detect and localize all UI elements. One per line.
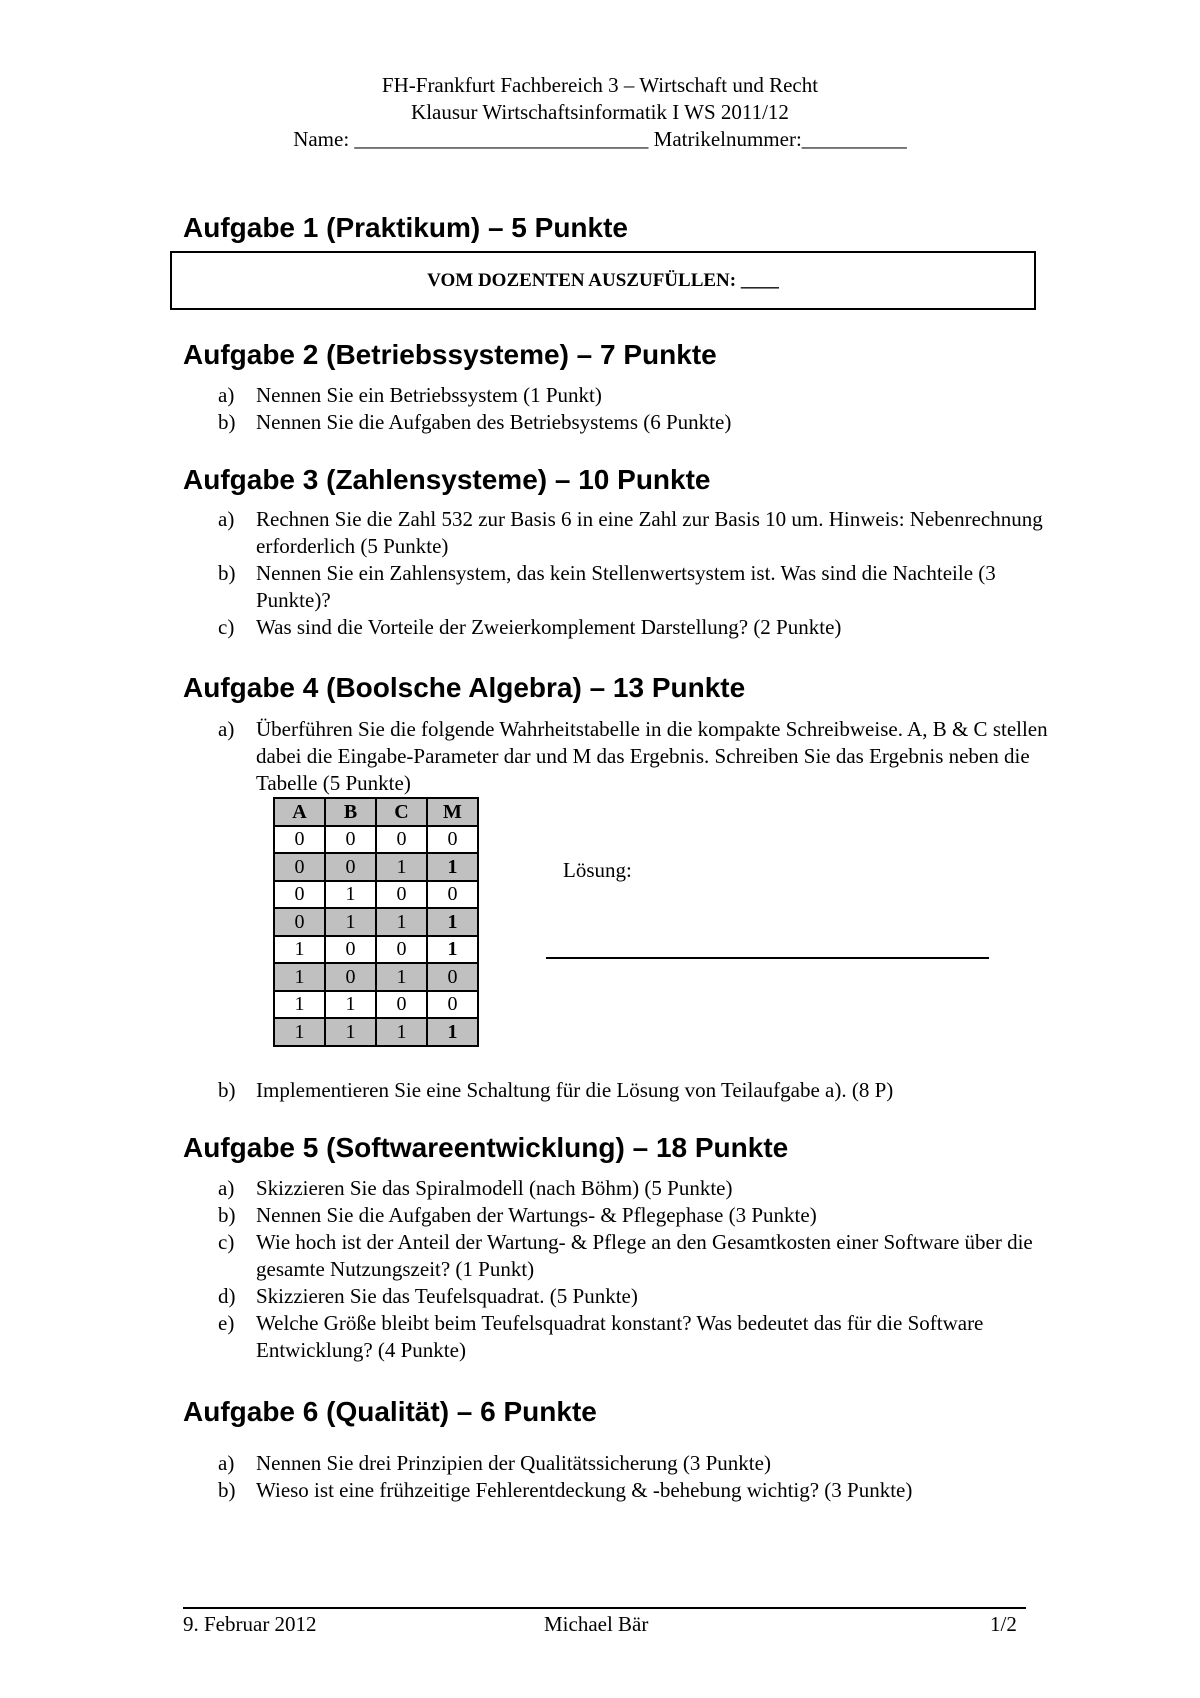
- list-item: a) Skizzieren Sie das Spiralmodell (nach Böhm) (5 Punkte): [218, 1176, 733, 1200]
- aufgabe-5-list: [218, 1175, 1048, 1364]
- aufgabe-4-title: Aufgabe 4 (Boolsche Algebra) – 13 Punkte: [183, 672, 746, 703]
- aufgabe-3-list: [218, 506, 1048, 641]
- table-row: 1 1 1 1: [274, 1018, 478, 1046]
- list-item: e) Welche Größe bleibt beim Teufelsquadrat konstant? Was bedeutet das für die Software Entwicklung? (4 Punkte): [218, 1311, 984, 1362]
- loesung-answer-line: [546, 957, 989, 959]
- aufgabe-3-title: Aufgabe 3 (Zahlensysteme) – 10 Punkte: [183, 464, 711, 495]
- footer-date: 9. Februar 2012: [183, 1612, 317, 1636]
- list-item: c) Was sind die Vorteile der Zweierkomplement Darstellung? (2 Punkte): [218, 615, 842, 639]
- table-row: 1 1 0 0: [274, 991, 478, 1019]
- list-item: c) Wie hoch ist der Anteil der Wartung- & Pflege an den Gesamtkosten einer Software über die gesamte Nutzungszeit? (1 Punkt): [218, 1230, 1033, 1281]
- truth-table: [273, 797, 479, 1047]
- table-row: 1 0 1 0: [274, 963, 478, 991]
- list-item: b) Wieso ist eine frühzeitige Fehlerentdeckung & -behebung wichtig? (3 Punkte): [218, 1478, 913, 1502]
- aufgabe-2-title: Aufgabe 2 (Betriebssysteme) – 7 Punkte: [183, 339, 717, 370]
- header-line-2: Klausur Wirtschaftsinformatik I WS 2011/12: [411, 100, 789, 124]
- aufgabe-2-list: [218, 382, 1048, 436]
- truth-table-header-row: [274, 798, 478, 826]
- list-item: b) Implementieren Sie eine Schaltung für die Lösung von Teilaufgabe a). (8 P): [218, 1078, 894, 1102]
- column-header-m: M: [427, 798, 478, 826]
- table-row: 0 0 0 0: [274, 826, 478, 854]
- loesung-label: Lösung:: [563, 858, 632, 882]
- column-header-c: C: [376, 798, 427, 826]
- list-item: a) Nennen Sie drei Prinzipien der Qualitätssicherung (3 Punkte): [218, 1451, 771, 1475]
- list-item: a) Überführen Sie die folgende Wahrheitstabelle in die kompakte Schreibweise. A, B & C stellen dabei die Eingabe-Parameter dar und M das Ergebnis. Schreiben Sie das Ergebnis neben die Tabelle (5 Punkte): [218, 717, 1048, 795]
- list-item: b) Nennen Sie ein Zahlensystem, das kein Stellenwertsystem ist. Was sind die Nachteile (3 Punkte)?: [218, 561, 996, 612]
- aufgabe-1-title: Aufgabe 1 (Praktikum) – 5 Punkte: [183, 212, 629, 243]
- aufgabe-6-title: Aufgabe 6 (Qualität) – 6 Punkte: [183, 1396, 597, 1427]
- header-line-1: FH-Frankfurt Fachbereich 3 – Wirtschaft und Recht: [381, 73, 819, 97]
- header-line-3: Name: ____________________________ Matrikelnummer:__________: [293, 127, 907, 151]
- list-item: d) Skizzieren Sie das Teufelsquadrat. (5 Punkte): [218, 1284, 638, 1308]
- aufgabe-4-list-a: [218, 716, 1048, 797]
- table-row: 0 1 0 0: [274, 881, 478, 909]
- aufgabe-5-title: Aufgabe 5 (Softwareentwicklung) – 18 Punkte: [183, 1132, 789, 1163]
- column-header-b: B: [325, 798, 376, 826]
- table-row: 1 0 0 1: [274, 936, 478, 964]
- table-row: 0 1 1 1: [274, 908, 478, 936]
- column-header-a: A: [274, 798, 325, 826]
- footer-author: Michael Bär: [544, 1612, 649, 1636]
- dozenten-box: [170, 251, 1036, 310]
- aufgabe-4-list-b: [218, 1077, 1048, 1104]
- list-item: b) Nennen Sie die Aufgaben der Wartungs- & Pflegephase (3 Punkte): [218, 1203, 817, 1227]
- document-header: [0, 72, 1200, 153]
- table-row: 0 0 1 1: [274, 853, 478, 881]
- list-item: b) Nennen Sie die Aufgaben des Betriebsystems (6 Punkte): [218, 410, 732, 434]
- footer-page-number: 1/2: [990, 1612, 1017, 1636]
- aufgabe-6-list: [218, 1450, 1048, 1504]
- footer-rule: [183, 1607, 1026, 1609]
- dozenten-box-text: VOM DOZENTEN AUSZUFÜLLEN: ____: [427, 269, 779, 291]
- list-item: a) Rechnen Sie die Zahl 532 zur Basis 6 in eine Zahl zur Basis 10 um. Hinweis: Nebenrechnung erforderlich (5 Punkte): [218, 507, 1043, 558]
- list-item: a) Nennen Sie ein Betriebssystem (1 Punkt): [218, 383, 602, 407]
